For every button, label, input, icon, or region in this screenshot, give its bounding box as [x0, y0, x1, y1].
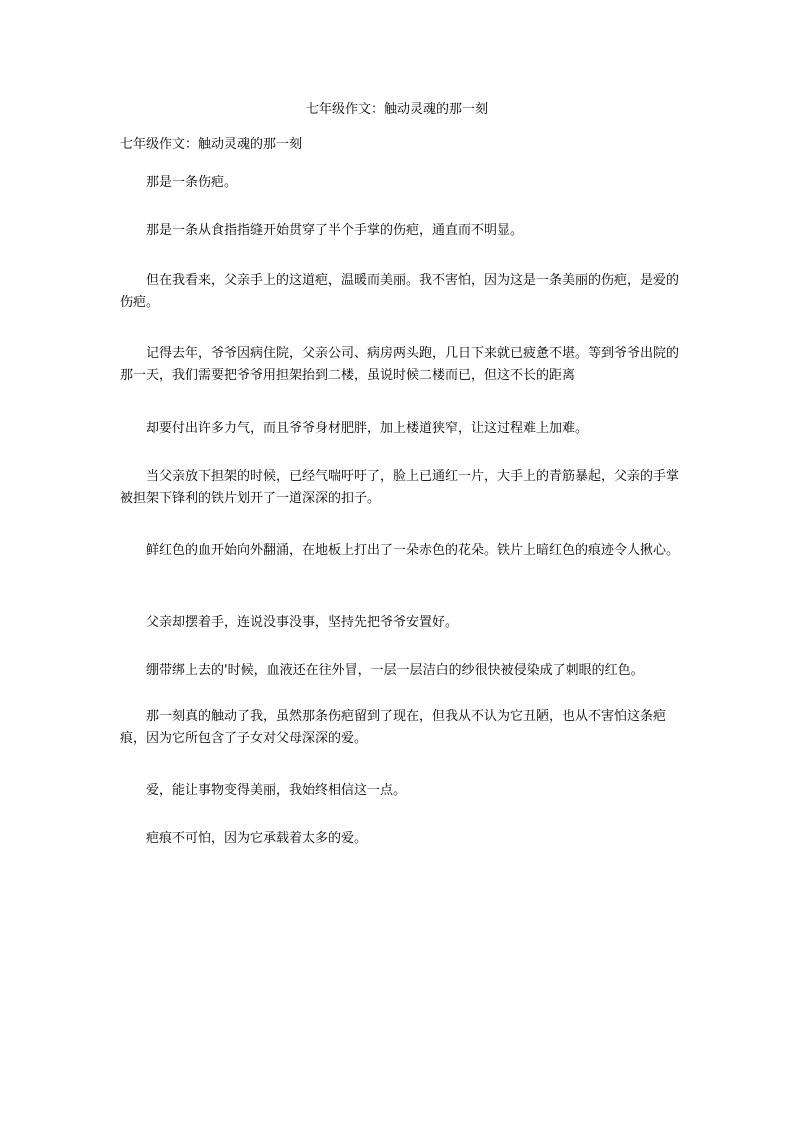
paragraph-8: 父亲却摆着手，连说没事没事，坚持先把爷爷安置好。 — [146, 615, 459, 630]
paragraph-7: 鲜红色的血开始向外翻涌，在地板上打出了一朵赤色的花朵。铁片上暗红色的痕迹令人揪心。 — [146, 543, 680, 558]
paragraph-6: 当父亲放下担架的时候，已经气喘吁吁了，脸上已通红一片，大手上的青筋暴起，父亲的手掌被担架下锋利的铁片划开了一道深深的扣子。 — [120, 469, 680, 506]
paragraph-4: 记得去年，爷爷因病住院，父亲公司、病房两头跑，几日下来就已疲惫不堪。等到爷爷出院的那一天，我们需要把爷爷用担架抬到二楼，虽说时候二楼而已，但这不长的距离 — [120, 346, 680, 383]
paragraph-10: 那一刻真的触动了我，虽然那条伤疤留到了现在，但我从不认为它丑陋，也从不害怕这条疤痕，因为它所包含了子女对父母深深的爱。 — [120, 709, 667, 746]
page-title: 七年级作文：触动灵魂的那一刻 — [305, 102, 488, 117]
paragraph-9: 绷带绑上去的'时候，血液还在往外冒，一层一层洁白的纱很快被侵染成了刺眼的红色。 — [146, 663, 644, 678]
paragraph-1: 那是一条伤疤。 — [146, 175, 238, 190]
paragraph-5: 却要付出许多力气，而且爷爷身材肥胖，加上楼道狭窄，让这过程难上加难。 — [146, 421, 589, 436]
document-subtitle: 七年级作文：触动灵魂的那一刻 — [120, 137, 303, 152]
paragraph-2: 那是一条从食指指缝开始贯穿了半个手掌的伤疤，通直而不明显。 — [146, 223, 524, 238]
paragraph-3: 但在我看来，父亲手上的这道疤，温暖而美丽。我不害怕，因为这是一条美丽的伤疤，是爱的伤疤。 — [120, 273, 680, 310]
paragraph-12: 疤痕不可怕，因为它承载着太多的爱。 — [146, 831, 368, 846]
paragraph-11: 爱，能让事物变得美丽，我始终相信这一点。 — [146, 783, 407, 798]
